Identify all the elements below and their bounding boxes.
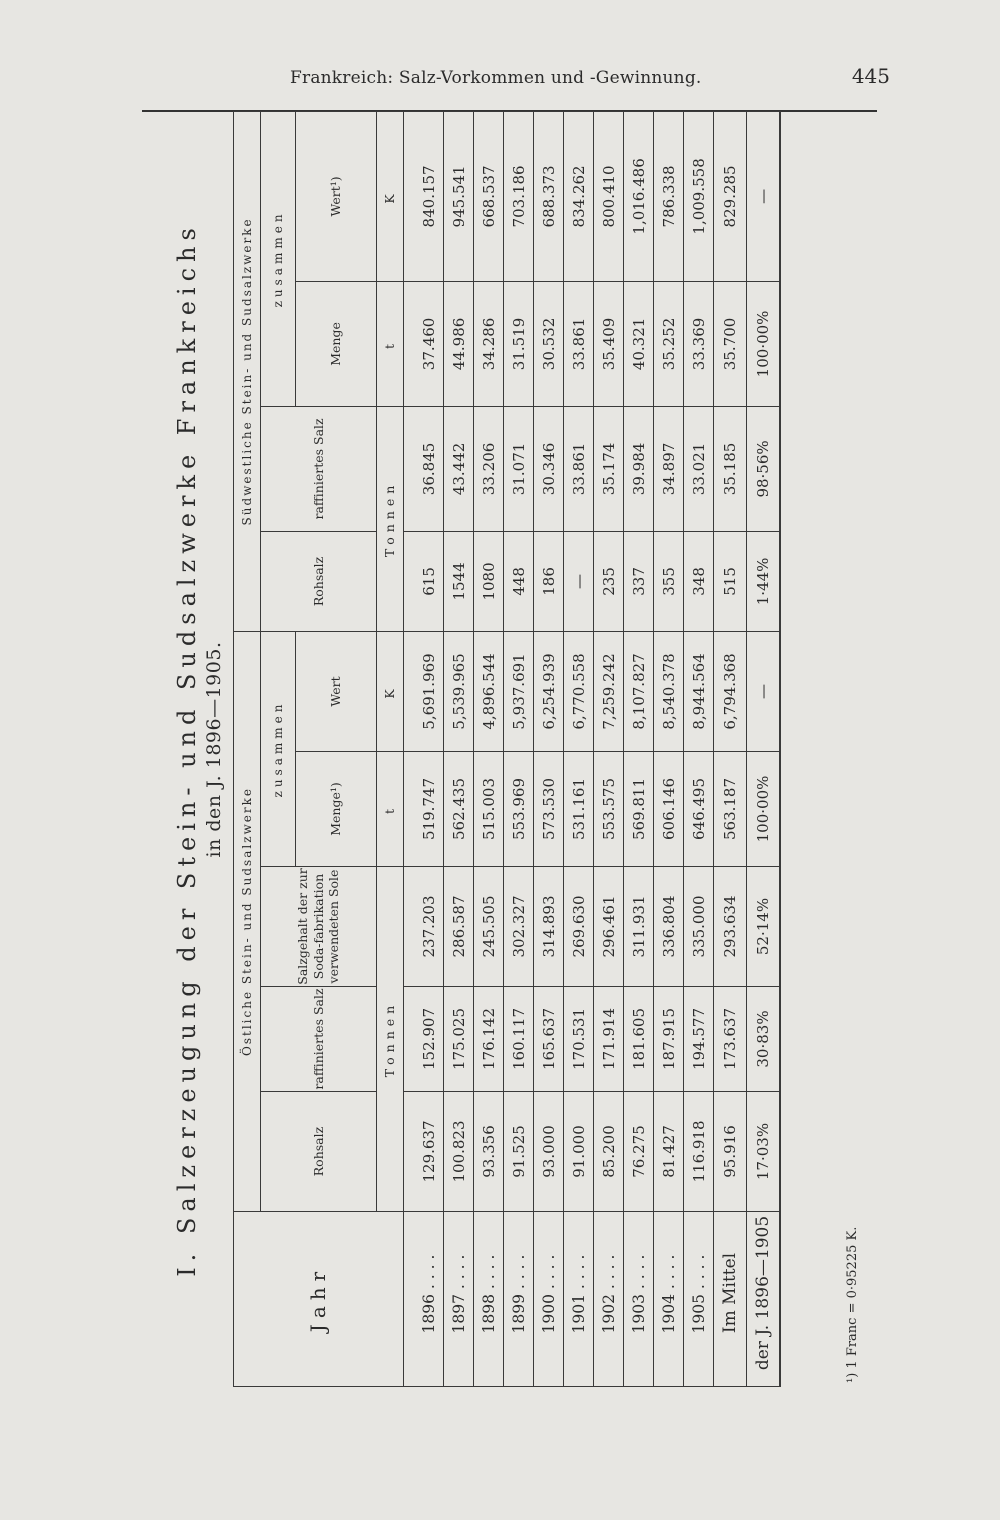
table-row-1900 [534,111,564,1386]
cell-year: 1897 . . . . [444,1212,474,1387]
cell-sw-raffiniert: 30.346 [534,406,564,531]
pct-sw-menge: 100·00% [747,281,781,406]
cell-east-menge: 562.435 [444,752,474,867]
cell-sw-menge: 35.409 [594,281,624,406]
cell-sw-rohsalz: 1544 [444,531,474,631]
cell-sw-wert: 834.262 [564,111,594,281]
salt-production-table [233,111,781,1387]
pct-sw-rohsalz: 1·44% [747,531,781,631]
cell-sw-menge: 30.532 [534,281,564,406]
cell-sw-menge: 35.252 [654,281,684,406]
cell-sw-wert: 840.157 [404,111,444,281]
cell-east-sole: 314.893 [534,867,564,987]
cell-sw-wert: 668.537 [474,111,504,281]
mean-sw-raffiniert: 35.185 [714,406,747,531]
cell-east-menge: 553.575 [594,752,624,867]
cell-east-rohsalz: 85.200 [594,1092,624,1212]
table-row-1905 [684,111,714,1386]
table-row-percent [747,111,781,1386]
cell-east-wert: 8,107.827 [624,631,654,751]
table-row-mean [714,111,747,1386]
cell-sw-raffiniert: 33.021 [684,406,714,531]
cell-sw-rohsalz: 615 [404,531,444,631]
cell-year: 1905 . . . . [684,1212,714,1387]
cell-east-rohsalz: 93.000 [534,1092,564,1212]
cell-sw-raffiniert: 43.442 [444,406,474,531]
cell-sw-raffiniert: 33.861 [564,406,594,531]
mean-east-wert: 6,794.368 [714,631,747,751]
cell-sw-raffiniert: 33.206 [474,406,504,531]
pct-sw-raffiniert: 98·56% [747,406,781,531]
east-zusammen-header: zusammen [261,631,296,866]
cell-east-wert: 5,539.965 [444,631,474,751]
cell-east-rohsalz: 91.525 [504,1092,534,1212]
cell-east-wert: 8,540.378 [654,631,684,751]
pct-east-rohsalz: 17·03% [747,1092,781,1212]
group-east-header: Östliche Stein- und Sudsalzwerke [234,631,261,1211]
cell-east-rohsalz: 91.000 [564,1092,594,1212]
sw-unit-k: K [377,111,404,281]
cell-sw-rohsalz: 1080 [474,531,504,631]
cell-east-wert: 4,896.544 [474,631,504,751]
cell-east-menge: 519.747 [404,752,444,867]
sw-unit-tonnen: Tonnen [377,406,404,631]
cell-sw-raffiniert: 35.174 [594,406,624,531]
cell-east-wert: 6,770.558 [564,631,594,751]
cell-year: 1902 . . . . [594,1212,624,1387]
cell-sw-menge: 33.861 [564,281,594,406]
cell-east-rohsalz: 76.275 [624,1092,654,1212]
mean-east-rohsalz: 95.916 [714,1092,747,1212]
cell-sw-rohsalz: 348 [684,531,714,631]
cell-sw-raffiniert: 34.897 [654,406,684,531]
table-row-1902 [594,111,624,1386]
table-title [145,112,233,1387]
sw-menge-header: Menge [296,281,377,406]
east-salzgehalt-header: Salzgehalt der zur Soda-fabrikation verwendeten Sole [261,867,377,987]
cell-east-sole: 311.931 [624,867,654,987]
cell-sw-menge: 40.321 [624,281,654,406]
cell-east-raffiniert: 170.531 [564,987,594,1092]
cell-year: 1901 . . . . [564,1212,594,1387]
east-rohsalz-header: Rohsalz [261,1092,377,1212]
east-raffiniert-header: raffiniertes Salz [261,987,377,1092]
pct-east-sole: 52·14% [747,867,781,987]
cell-east-wert: 8,944.564 [684,631,714,751]
table-title-line2: in den J. 1896—1905. [203,641,225,858]
pct-sw-wert: — [747,111,781,281]
cell-east-raffiniert: 176.142 [474,987,504,1092]
cell-east-sole: 245.505 [474,867,504,987]
cell-year: 1898 . . . . [474,1212,504,1387]
cell-east-rohsalz: 129.637 [404,1092,444,1212]
mean-east-raffiniert: 173.637 [714,987,747,1092]
mean-east-sole: 293.634 [714,867,747,987]
cell-east-sole: 336.804 [654,867,684,987]
cell-east-menge: 646.495 [684,752,714,867]
pct-east-raffiniert: 30·83% [747,987,781,1092]
cell-east-sole: 302.327 [504,867,534,987]
sw-zusammen-header: zusammen [261,111,296,406]
cell-east-sole: 269.630 [564,867,594,987]
cell-east-rohsalz: 100.823 [444,1092,474,1212]
cell-east-wert: 5,937.691 [504,631,534,751]
cell-sw-menge: 37.460 [404,281,444,406]
table-row-1903 [624,111,654,1386]
sw-wert-header: Wert¹) [296,111,377,281]
cell-east-rohsalz: 81.427 [654,1092,684,1212]
page-header [120,62,890,92]
cell-sw-wert: 800.410 [594,111,624,281]
cell-east-sole: 296.461 [594,867,624,987]
cell-east-raffiniert: 181.605 [624,987,654,1092]
rotated-table-container [145,112,875,1387]
table-row-1904 [654,111,684,1386]
east-menge-header: Menge¹) [296,752,377,867]
cell-sw-rohsalz: 235 [594,531,624,631]
east-wert-header: Wert [296,631,377,751]
table-title-line1: I. Salzerzeugung der Stein- und Sudsalzwerke Frankreichs [173,222,201,1277]
mean-sw-rohsalz: 515 [714,531,747,631]
cell-east-menge: 515.003 [474,752,504,867]
cell-year: 1900 . . . . [534,1212,564,1387]
cell-east-raffiniert: 165.637 [534,987,564,1092]
cell-sw-menge: 44.986 [444,281,474,406]
table-row-1898 [474,111,504,1386]
group-southwest-header: Südwestliche Stein- und Sudsalzwerke [234,111,261,631]
pct-east-wert: — [747,631,781,751]
cell-sw-rohsalz: — [564,531,594,631]
pct-east-menge: 100·00% [747,752,781,867]
cell-east-raffiniert: 175.025 [444,987,474,1092]
cell-year: 1899 . . . . [504,1212,534,1387]
cell-east-sole: 335.000 [684,867,714,987]
sw-raffiniert-header: raffiniertes Salz [261,406,377,531]
mean-sw-wert: 829.285 [714,111,747,281]
table-row-1896 [404,111,444,1386]
mean-label: Im Mittel [714,1212,747,1387]
cell-year: 1896 . . . . [404,1212,444,1387]
cell-sw-wert: 1,009.558 [684,111,714,281]
mean-sw-menge: 35.700 [714,281,747,406]
cell-sw-rohsalz: 186 [534,531,564,631]
footnote: ¹) 1 Franc = 0·95225 K. [845,1226,860,1383]
cell-sw-rohsalz: 337 [624,531,654,631]
cell-east-sole: 286.587 [444,867,474,987]
cell-east-menge: 573.530 [534,752,564,867]
cell-east-wert: 5,691.969 [404,631,444,751]
cell-east-wert: 6,254.939 [534,631,564,751]
table-row-1899 [504,111,534,1386]
table-row-1897 [444,111,474,1386]
mean-east-menge: 563.187 [714,752,747,867]
cell-east-raffiniert: 194.577 [684,987,714,1092]
cell-east-menge: 531.161 [564,752,594,867]
running-title: Frankreich: Salz-Vorkommen und -Gewinnung. [290,68,702,88]
cell-east-menge: 606.146 [654,752,684,867]
cell-sw-rohsalz: 355 [654,531,684,631]
cell-sw-menge: 31.519 [504,281,534,406]
cell-east-raffiniert: 171.914 [594,987,624,1092]
cell-year: 1904 . . . . [654,1212,684,1387]
cell-sw-wert: 1,016.486 [624,111,654,281]
col-jahr-header: Jahr [234,1212,404,1387]
cell-sw-menge: 33.369 [684,281,714,406]
cell-east-raffiniert: 160.117 [504,987,534,1092]
sw-unit-t: t [377,281,404,406]
page-number: 445 [851,64,890,88]
cell-sw-wert: 786.338 [654,111,684,281]
sw-rohsalz-header: Rohsalz [261,531,377,631]
cell-sw-menge: 34.286 [474,281,504,406]
cell-sw-wert: 703.186 [504,111,534,281]
cell-east-rohsalz: 93.356 [474,1092,504,1212]
cell-east-sole: 237.203 [404,867,444,987]
cell-east-raffiniert: 187.915 [654,987,684,1092]
cell-sw-raffiniert: 31.071 [504,406,534,531]
cell-sw-wert: 688.373 [534,111,564,281]
cell-east-wert: 7,259.242 [594,631,624,751]
cell-sw-rohsalz: 448 [504,531,534,631]
cell-east-raffiniert: 152.907 [404,987,444,1092]
cell-sw-wert: 945.541 [444,111,474,281]
east-unit-t: t [377,752,404,867]
cell-east-menge: 553.969 [504,752,534,867]
table-row-1901 [564,111,594,1386]
cell-east-rohsalz: 116.918 [684,1092,714,1212]
east-unit-tonnen: Tonnen [377,867,404,1212]
mean-period-label: der J. 1896—1905 [747,1212,781,1387]
cell-east-menge: 569.811 [624,752,654,867]
east-unit-k: K [377,631,404,751]
cell-sw-raffiniert: 36.845 [404,406,444,531]
cell-sw-raffiniert: 39.984 [624,406,654,531]
cell-year: 1903 . . . . [624,1212,654,1387]
